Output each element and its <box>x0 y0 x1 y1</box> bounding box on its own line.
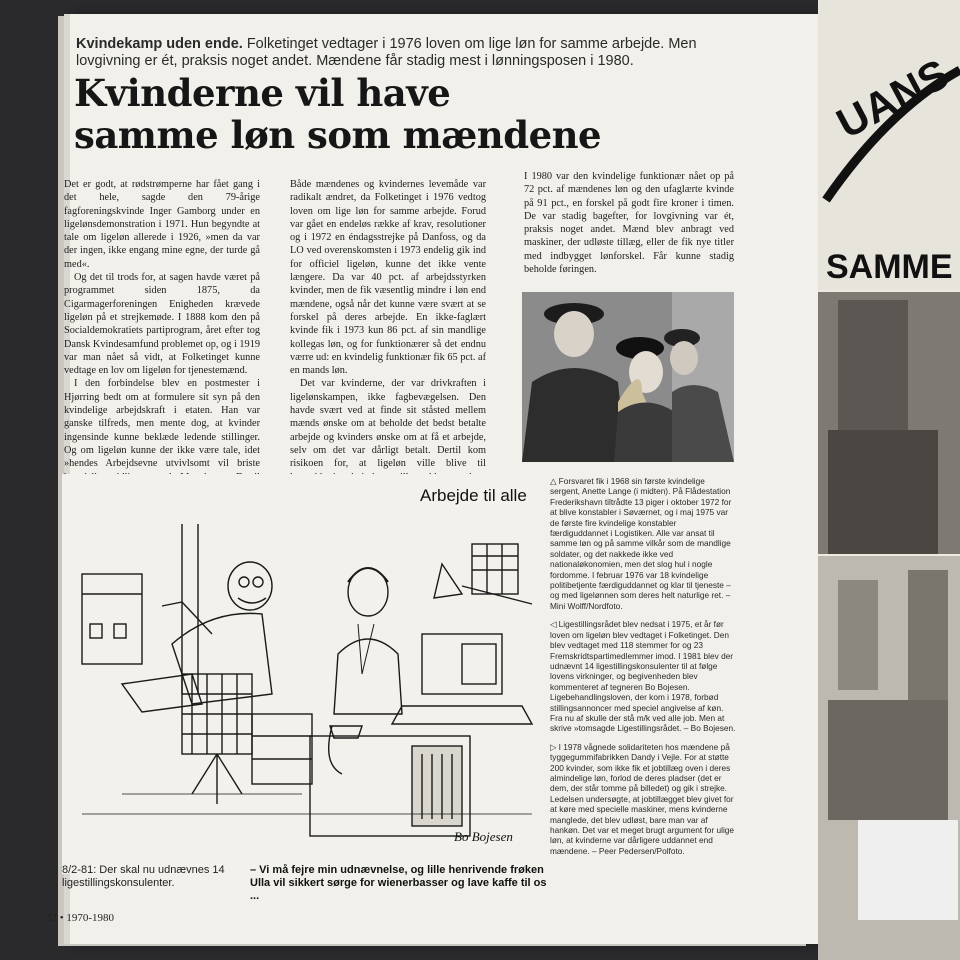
kicker-text: Folketinget vedtager i 1976 loven om lige løn for samme arbejde. Men lovgivning er ét, praksis noget andet. Mændene får stadig mest i lønningsposen i 1980. <box>76 36 697 69</box>
page-number: 32 <box>46 912 57 924</box>
paragraph: Og det til trods for, at sagen havde været på programmet siden 1875, da Cigarmagerforeningen Enigheden krævede ligeløn på et strejkemøde. I 1888 kom den på Socialdemokratiets partiprogram, året efter tog Dansk Kvindesamfund problemet op, og i 1919 var man nået så vidt, at Folketinget kunne vedtage en lov om ligeløn for tjenestemænd. <box>64 272 260 377</box>
facing-page-photos <box>818 0 960 960</box>
paragraph: Det var kvinderne, der var drivkraften i ligelønskampen, ikke fagbevægelsen. Den havde svært ved at finde sit ståsted mellem mænds ønske om at beholde det bedst betalte arbejde og kvinders ønske om at få et arbejde, selv om det var dårligt betalt. Dertil kom risikoen for, at ligeløn ville blive til <box>290 378 486 470</box>
paragraph: I 1980 var den kvindelige funktionær nået op på 72 pct. af mændenes løn og den ufaglærte kvinde på 91 pct., en forskel på godt fire kroner i timen. De var stadig bagefter, for lovgivning var ét, praksis noget andet. Mænd blev anbragt ved maskiner, der udløste tillæg, eller de fik nye titler med indbygget lønforskel. Får kunne stadig beholde føringen. <box>524 171 734 276</box>
cartoon-illustration <box>62 474 542 874</box>
article-kicker <box>76 36 726 70</box>
cartoon-caption-date: 8/2-81: Der skal nu udnævnes 14 ligestillingskonsulenter. <box>62 864 225 889</box>
caption-dandy-strike: ▷ I 1978 vågnede solidariteten hos mændene på tyggegummifabrikken Dandy i Vejle. For at støtte 200 kvinder, som ikke fik et jobtillæg oven i deres almindelige løn, forlod de deres pladser (det er dem, der står tomme på billedet) og gik i strejke. Ledelsen undersøgte, at jobtillægget blev givet for at køre med specielle maskiner, mens kvinderne manglede, det blev udløst, bare man var af hankøn. Det var et meget brugt argument for ulige løn, at kvinderne var dårligere uddannet end mændene. – Peer Pedersen/Polfoto. <box>550 741 735 856</box>
cartoon-signature: Bo Bojesen <box>454 829 513 844</box>
paragraph: Det er godt, at rødstrømperne har fået gang i det hele, sagde den 79-årige fagforeningskvinde Inger Gamborg under en ligelønsdemonstration i 1971. Hun begyndte at tale om ligeløn allerede i 1926, »men da var der ingen, ikke engang mine egne, der turde gå med«. <box>64 179 260 270</box>
article-headline <box>74 72 734 156</box>
headline-line-1: Kvinderne vil have <box>74 71 451 115</box>
facing-page <box>818 0 960 960</box>
cartoon-title: Arbejde til alle <box>420 486 527 505</box>
body-column-3 <box>524 170 734 276</box>
folio-range: 1970-1980 <box>66 912 115 924</box>
banner-bottom-text: SAMME <box>826 248 953 286</box>
banner-top-text: UANS <box>828 49 957 148</box>
paragraph: Både mændenes og kvindernes levemåde var radikalt ændret, da Folketinget i 1976 vedtog loven om lige løn for samme arbejde. Forud var gået en endeløs række af krav, resolutioner og i 1972 en éndagsstrejke på Danfoss, og da LO ved overenskomsten i 1973 endelig gik ind for officiel ligeløn, kunne det ikke vente længere. Da var 40 pct. af arbejdsstyrken kvinder, men de fik væsentlig mindre i løn end mændene, også når det kunne være svært at se forskel på deres arbejde. En ikke-faglært kvinde fik i 1973 kun 86 pct. af sin mandlige kollegas løn, og for funktionærer så det endnu værre ud: en kvindelig funktionær fik 65 pct. af en mands løn. <box>290 179 486 377</box>
caption-ligestillingsraadet: ◁ Ligestillingsrådet blev nedsat i 1975, et år før loven om ligeløn blev vedtaget i Folketinget. Den blev vedtaget med 118 stemmer for og 23 Fremskridtspartimedlemmer imod. I 1981 blev der udnævnt 14 ligestillingskonsulenter til at følge lovens virkninger, og begivenheden blev kommenteret af tegneren Bo Bojesen. Ligebehandlingsloven, der kom i 1978, forbød stillingsannoncer med speciel angivelse af køn. Fra nu af skulle der stå m/k ved alle job. Men at skrive »tomsagde Ligestillingsrådet. – Bo Bojesen. <box>550 619 736 734</box>
body-column-2 <box>290 178 486 497</box>
page-folio <box>46 912 114 924</box>
paragraph: I den forbindelse blev en postmester i Hjørring bedt om at formulere sit syn på den kvindelige arbejdskraft i etaten. Han var ganske tilfreds, men mente dog, at kvinder ingensinde kunne beklæde ledende stillinger. Og om ligeløn kunne der ikke være tale, idet »hendes Arbejdsevne utvivlsomt vil briste <box>64 378 260 470</box>
photo-captions-sidebar <box>550 476 736 864</box>
soldiers-photo <box>522 292 734 462</box>
body-column-1 <box>64 178 260 510</box>
folio-separator: • <box>59 912 64 924</box>
kicker-lead: Kvindekamp uden ende. <box>76 36 243 52</box>
cartoon-caption-quote: – Vi må fejre min udnævnelse, og lille henrivende frøken Ulla vil sikkert sørge for wienerbasser og lave kaffe til os ... <box>250 864 547 902</box>
headline-line-2: samme løn som mændene <box>74 113 602 157</box>
caption-soldiers: △ Forsvaret fik i 1968 sin første kvindelige sergent, Anette Lange (i midten). På Flådestation Frederikshavn tiltrådte 13 piger i oktober 1972 for at blive konstabler i Søværnet, og i maj 1975 var de første fire kvindelige konstabler færdiguddannet i Logistiken. Alle var ansat til samme løn og på samme vilkår som de mandlige soldater, og det nakkede ikke ved nationaløkonomien, men det slog hul i nogle fordomme. I februar 1976 var 18 kvindelige politibetjente færdiguddannet og klar til tjeneste – og med ligelønnen som deres helt naturlige ret. – Mini Wolff/Nordfoto. <box>550 476 732 611</box>
